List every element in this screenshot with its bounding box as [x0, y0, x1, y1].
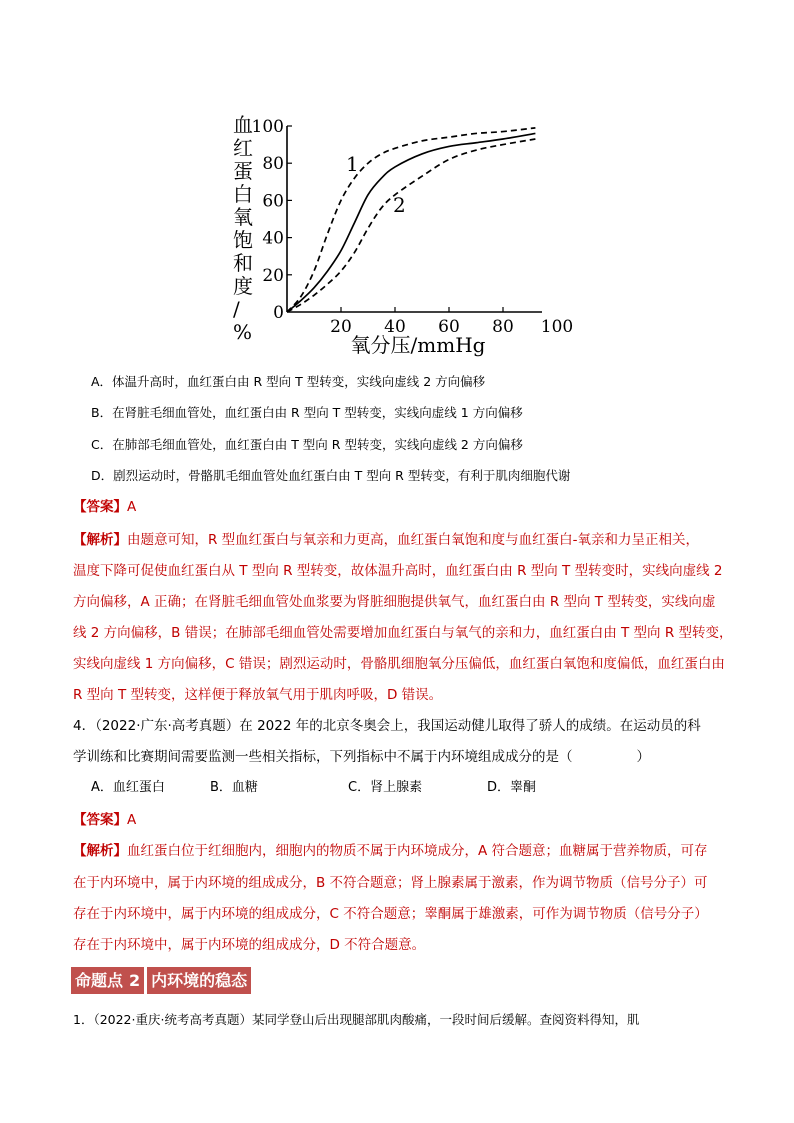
answer-tag: 【答案】 [73, 499, 127, 515]
oxygen-saturation-chart [218, 108, 588, 360]
q4-analysis-line: 在于内环境中，属于内环境的组成成分，B 不符合题意；肾上腺素属于激素，作为调节物质（信号分子）可 [73, 875, 708, 891]
next-question: 1．（2022·重庆·统考高考真题）某同学登山后出现腿部肌肉酸痛，一段时间后缓解。查阅资料得知，肌 [73, 1012, 640, 1027]
y-tick-label: 60 [262, 191, 284, 212]
x-tick-label: 40 [384, 317, 406, 337]
analysis-line: 方向偏移，A 正确；在肾脏毛细血管处血浆要为肾脏细胞提供氧气，血红蛋白由 R 型向 T 型转变，实线向虚 [73, 594, 716, 610]
q4-analysis-line: 存在于内环境中，属于内环境的组成成分，D 不符合题意。 [73, 937, 426, 953]
x-tick-label: 100 [540, 317, 574, 337]
x-tick-label: 60 [438, 317, 460, 337]
q4-answer-row [73, 810, 136, 830]
option-b: B．在肾脏毛细血管处，血红蛋白由 R 型向 T 型转变，实线向虚线 1 方向偏移 [91, 405, 523, 420]
series-line-2 [287, 133, 535, 312]
analysis-text: 血红蛋白位于红细胞内，细胞内的物质不属于内环境成分，A 符合题意；血糖属于营养物质，可存 [127, 843, 708, 859]
x-tick-label: 20 [330, 317, 352, 337]
q4-option: D．睾酮 [487, 780, 537, 795]
q4-stem: 4．（2022·广东·高考真题）在 2022 年的北京冬奥会上，我国运动健儿取得了骄人的成绩。在运动员的科 [73, 718, 701, 734]
answer-row [73, 497, 136, 517]
q4-option: C．肾上腺素 [348, 780, 423, 795]
q4-option: A．血红蛋白 [91, 780, 165, 795]
analysis-line: R 型向 T 型转变，这样便于释放氧气用于肌肉呼吸，D 错误。 [73, 687, 443, 703]
x-axis-label: 氧分压/mmHg [350, 333, 486, 357]
section-banner [71, 967, 251, 994]
answer-value: A [127, 499, 137, 515]
y-tick-label: 40 [262, 228, 284, 249]
option-c: C．在肺部毛细血管处，血红蛋白由 T 型向 R 型转变，实线向虚线 2 方向偏移 [91, 437, 523, 452]
analysis-tag: 【解析】 [73, 532, 127, 548]
option-a: A．体温升高时，血红蛋白由 R 型向 T 型转变，实线向虚线 2 方向偏移 [91, 374, 486, 389]
section-title: 内环境的稳态 [147, 967, 251, 994]
q4-stem-2: 学训练和比赛期间需要监测一些相关指标，下列指标中不属于内环境组成成分的是（ ） [73, 749, 650, 765]
y-tick-label: 0 [273, 303, 284, 323]
y-axis-label: 血红蛋白氧饱和度/ % [233, 113, 253, 344]
q4-analysis-line: 存在于内环境中，属于内环境的组成成分，C 不符合题意；睾酮属于雄激素，可作为调节物质（信号分子） [73, 906, 708, 922]
analysis-line: 实线向虚线 1 方向偏移，C 错误；剧烈运动时，骨骼肌细胞氧分压偏低，血红蛋白氧饱和度偏低，血红蛋白由 [73, 656, 725, 672]
answer-tag: 【答案】 [73, 812, 127, 828]
analysis-tag: 【解析】 [73, 843, 127, 859]
curve-label-1: 1 [346, 152, 359, 176]
section-label: 命题点 2 [71, 967, 144, 994]
q4-option: B．血糖 [210, 780, 258, 795]
series-line-3 [287, 139, 535, 312]
q4-analysis-line [73, 841, 708, 861]
y-tick-label: 20 [262, 265, 284, 286]
analysis-text: 由题意可知，R 型血红蛋白与氧亲和力更高，血红蛋白氧饱和度与血红蛋白-氧亲和力呈正相关， [127, 532, 700, 548]
analysis-line: 线 2 方向偏移，B 错误；在肺部毛细血管处需要增加血红蛋白与氧气的亲和力，血红蛋白由 T 型向 R 型转变， [73, 625, 733, 641]
option-d: D．剧烈运动时，骨骼肌毛细血管处血红蛋白由 T 型向 R 型转变，有利于肌肉细胞代谢 [91, 468, 571, 483]
y-tick-label: 100 [251, 117, 284, 137]
y-tick-label: 80 [262, 154, 284, 175]
analysis-line [73, 530, 699, 550]
series-line-1 [287, 128, 535, 312]
answer-value: A [127, 812, 137, 828]
analysis-line: 温度下降可促使血红蛋白从 T 型向 R 型转变，故体温升高时，血红蛋白由 R 型向 T 型转变时，实线向虚线 2 [73, 563, 723, 579]
x-tick-label: 80 [492, 317, 514, 337]
chart-svg [218, 108, 588, 360]
curve-label-2: 2 [393, 193, 406, 217]
